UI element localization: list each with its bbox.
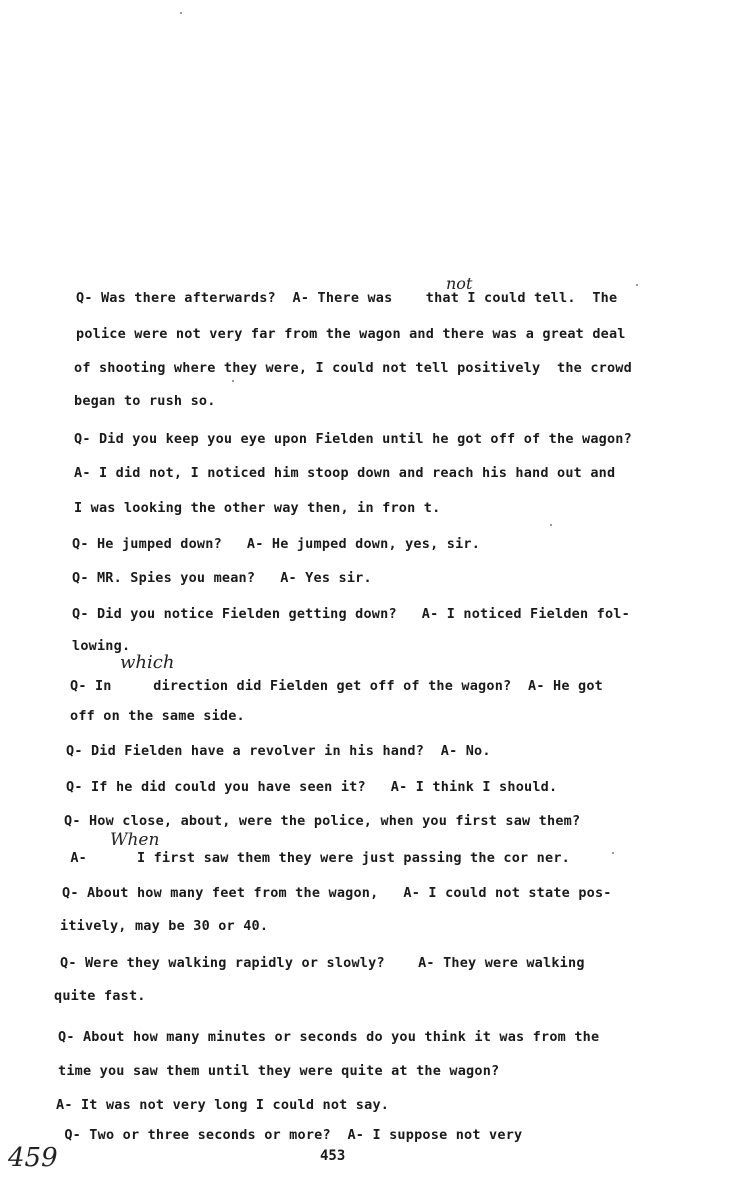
transcript-line: Q- Did you notice Fielden getting down? A- I noticed Fielden fol- xyxy=(72,606,630,622)
scan-speck xyxy=(180,12,182,14)
transcript-line: began to rush so. xyxy=(74,393,216,409)
transcript-line: I was looking the other way then, in fron t. xyxy=(74,500,441,516)
transcript-line: time you saw them until they were quite at the wagon? xyxy=(58,1063,500,1079)
transcript-line: police were not very far from the wagon and there was a great deal xyxy=(76,326,626,342)
scan-speck xyxy=(612,852,614,854)
transcript-line: Q- How close, about, were the police, when you first saw them? xyxy=(64,813,581,829)
transcript-line: Q- MR. Spies you mean? A- Yes sir. xyxy=(72,570,372,586)
transcript-line: off on the same side. xyxy=(70,708,245,724)
scan-speck xyxy=(636,284,638,286)
transcript-line: Q- Did you keep you eye upon Fielden until he got off of the wagon? xyxy=(74,431,632,447)
scan-speck xyxy=(232,380,234,382)
transcript-line: Q- Were they walking rapidly or slowly? A- They were walking xyxy=(60,955,585,971)
transcript-line: Q- Did Fielden have a revolver in his hand? A- No. xyxy=(66,743,491,759)
transcript-line: Q- Two or three seconds or more? A- I suppose not very xyxy=(56,1127,523,1143)
transcript-line: lowing. xyxy=(72,638,131,654)
transcript-line: A- It was not very long I could not say. xyxy=(56,1097,390,1113)
transcript-line: Q- If he did could you have seen it? A- I think I should. xyxy=(66,779,558,795)
transcript-line: itively, may be 30 or 40. xyxy=(60,918,269,934)
transcript-line: Q- About how many feet from the wagon, A- I could not state pos- xyxy=(62,885,612,901)
page-number: 453 xyxy=(320,1148,346,1164)
transcript-line: of shooting where they were, I could not tell positively the crowd xyxy=(74,360,632,376)
handwritten-correction-which: which xyxy=(120,652,175,673)
transcript-line: quite fast. xyxy=(54,988,146,1004)
handwritten-margin-number: 459 xyxy=(8,1143,58,1173)
transcript-line: Q- About how many minutes or seconds do you think it was from the xyxy=(58,1029,600,1045)
scan-speck xyxy=(550,524,552,526)
transcript-line: A- I did not, I noticed him stoop down and reach his hand out and xyxy=(74,465,616,481)
transcript-line: Q- In direction did Fielden get off of the wagon? A- He got xyxy=(70,678,603,694)
transcript-line: A- I first saw them they were just passing the cor ner. xyxy=(62,850,570,866)
transcript-line: Q- Was there afterwards? A- There was that I could tell. The xyxy=(76,290,618,306)
handwritten-correction-when: When xyxy=(110,830,160,850)
handwritten-correction-not: not xyxy=(446,274,473,293)
transcript-line: Q- He jumped down? A- He jumped down, yes, sir. xyxy=(72,536,481,552)
